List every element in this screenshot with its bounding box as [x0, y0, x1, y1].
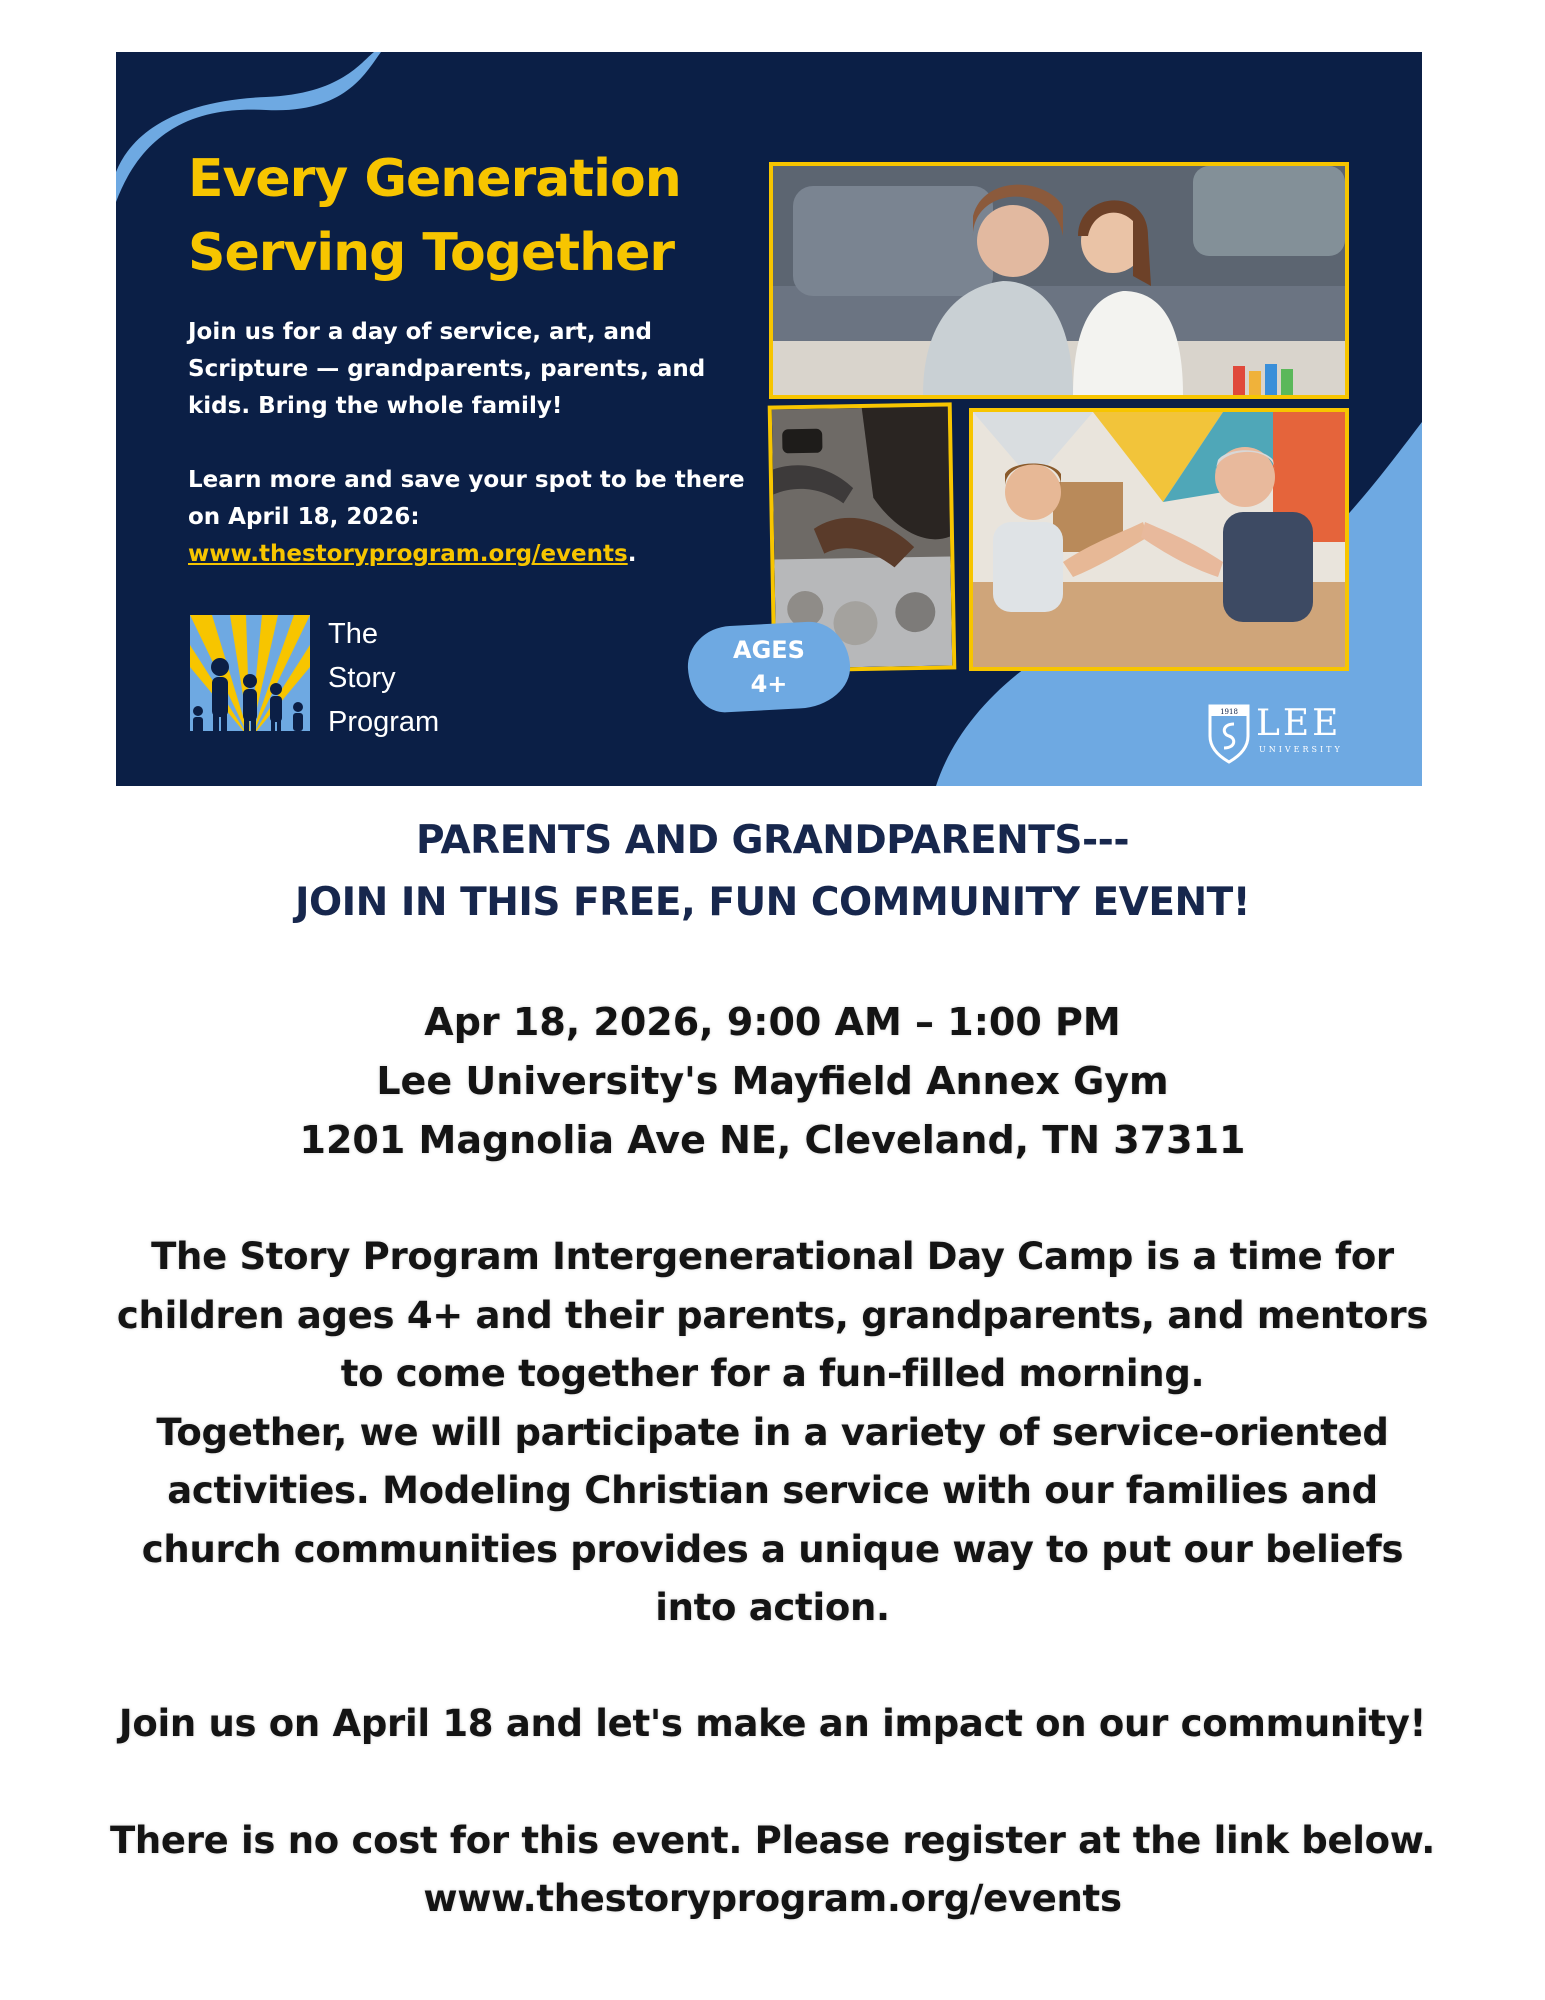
event-title — [0, 810, 1545, 934]
logo-line-1: The — [328, 618, 378, 650]
story-program-logo — [190, 615, 310, 739]
call-to-action: Join us on April 18 and let's make an impact on our community! — [118, 1702, 1427, 1745]
learn-more-text: Learn more and save your spot to be there on April 18, 2026: — [188, 467, 745, 530]
ages-label: AGES — [733, 636, 805, 664]
registration-link[interactable]: www.thestoryprogram.org/events — [423, 1877, 1122, 1920]
banner-url-link[interactable]: www.thestoryprogram.org/events — [188, 541, 628, 567]
description-line: The Story Program Intergenerational Day Camp is a time for — [151, 1235, 1394, 1278]
description-line: children ages 4+ and their parents, grandparents, and mentors — [116, 1293, 1429, 1337]
description-line: church communities provides a unique way to put our beliefs — [141, 1527, 1404, 1571]
banner-headline — [188, 142, 681, 290]
event-datetime: Apr 18, 2026, 9:00 AM – 1:00 PM — [424, 1000, 1121, 1044]
headline-line-1: Every Generation — [188, 149, 681, 209]
headline-line-2: Serving Together — [188, 223, 674, 283]
photo-arm-wrestling — [969, 408, 1349, 671]
photo-mother-daughter — [769, 162, 1349, 399]
partner-subtitle: UNIVERSITY — [1259, 745, 1343, 754]
logo-line-3: Program — [328, 706, 440, 738]
event-details — [0, 993, 1545, 1170]
event-address: 1201 Magnolia Ave NE, Cleveland, TN 37311 — [299, 1118, 1246, 1162]
banner-intro: Join us for a day of service, art, and Scripture — grandparents, parents, and kids. Bring the whole family! — [188, 319, 706, 419]
logo-line-2: Story — [328, 662, 396, 694]
partner-name: LEE — [1256, 703, 1342, 744]
banner-learn-more — [188, 462, 748, 573]
description-line: to come together for a fun-filled morning. — [340, 1352, 1205, 1395]
cost-note — [0, 1812, 1545, 1928]
logo-wordmark — [328, 612, 439, 744]
url-suffix: . — [627, 541, 637, 567]
description-line: into action. — [655, 1586, 890, 1629]
title-line-2: JOIN IN THIS FREE, FUN COMMUNITY EVENT! — [294, 880, 1251, 925]
title-line-1: PARENTS AND GRANDPARENTS--- — [415, 818, 1130, 863]
event-banner — [116, 52, 1422, 786]
description-line: activities. Modeling Christian service with our families and — [167, 1469, 1378, 1512]
cost-text: There is no cost for this event. Please register at the link below. — [109, 1819, 1436, 1862]
event-venue: Lee University's Mayfield Annex Gym — [376, 1059, 1169, 1103]
description-line: Together, we will participate in a variety of service-oriented — [156, 1410, 1389, 1454]
lee-seal-year: 1918 — [1220, 708, 1238, 716]
event-description — [0, 1228, 1545, 1638]
ages-badge-text — [688, 624, 850, 710]
ages-value: 4+ — [750, 670, 788, 698]
